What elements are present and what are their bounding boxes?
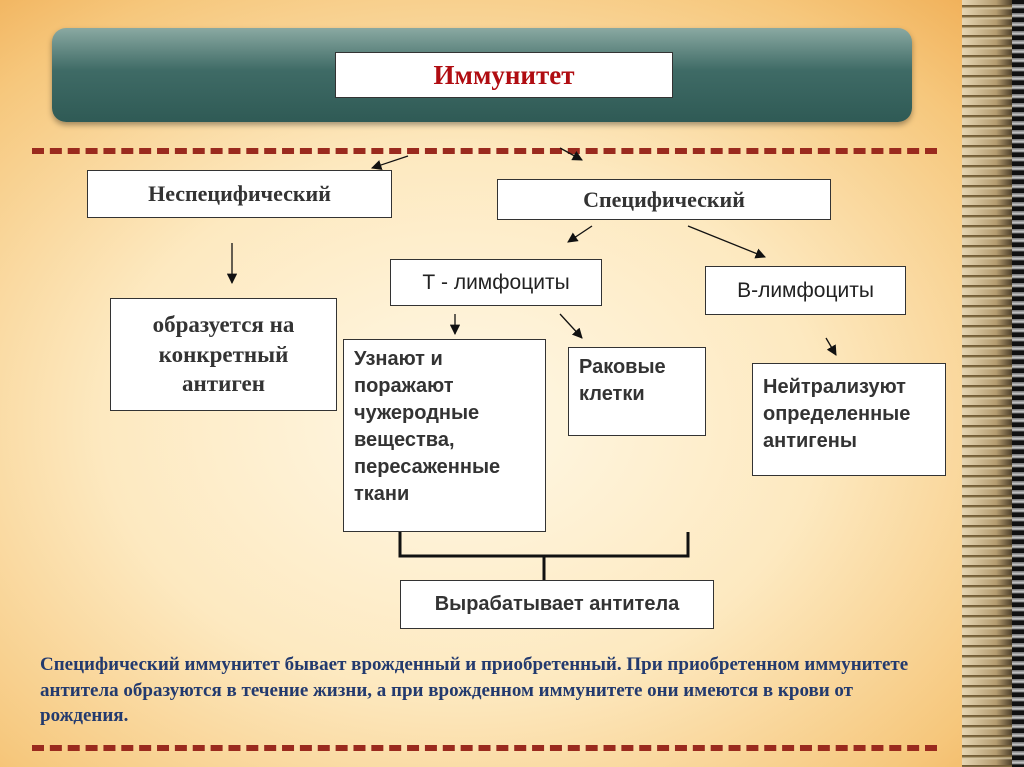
- arrow-to-cancer: [560, 314, 582, 338]
- node-cancer-cells: Раковые клетки: [568, 347, 706, 436]
- bracket-connector: [400, 532, 688, 556]
- node-b-lymphocytes: В-лимфоциты: [705, 266, 906, 315]
- title-box: Иммунитет: [335, 52, 673, 98]
- arrow-to-specific: [560, 148, 582, 160]
- node-specific-antigen: образуется на конкретный антиген: [110, 298, 337, 411]
- node-antibodies: Вырабатывает антитела: [400, 580, 714, 629]
- node-specific: Специфический: [497, 179, 831, 220]
- arrow-to-t-lymphocytes: [568, 226, 592, 242]
- node-t-lymphocytes: Т - лимфоциты: [390, 259, 602, 306]
- footer-text: Специфический иммунитет бывает врожденный и приобретенный. При приобретенном иммунитете антитела образуются в течение жизни, а при врожденном иммунитете они имеются в крови от рождения.: [40, 654, 909, 727]
- node-recognize: Узнают и поражают чужеродные вещества, пересаженные ткани: [343, 339, 546, 532]
- node-neutralize: Нейтрализуют определенные антигены: [752, 363, 946, 476]
- arrow-to-neutralize: [826, 338, 836, 355]
- arrow-to-b-lymphocytes: [688, 226, 765, 257]
- node-nonspecific: Неспецифический: [87, 170, 392, 218]
- arrow-to-nonspecific: [372, 156, 408, 168]
